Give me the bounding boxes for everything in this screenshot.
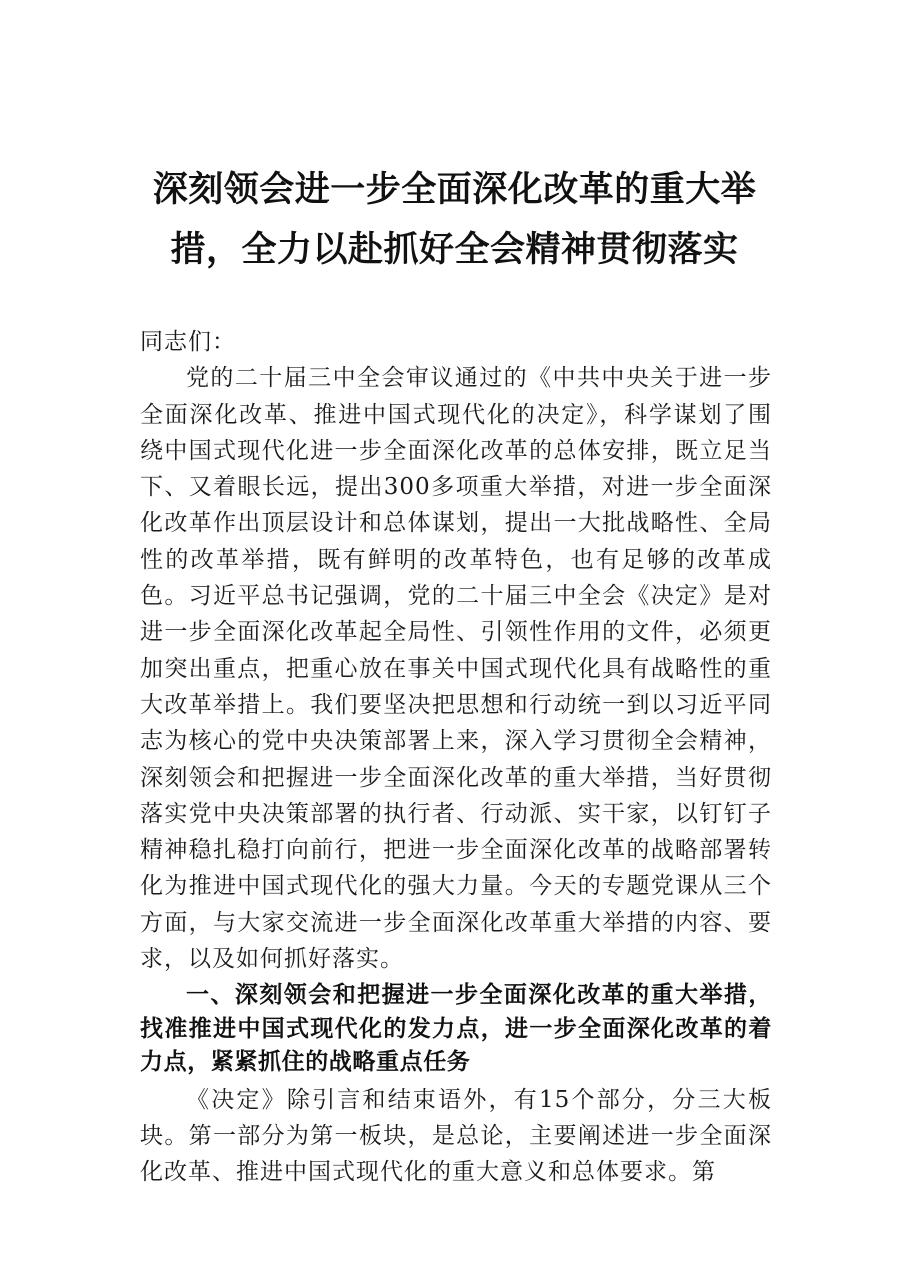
title-line-2: 措，全力以赴抓好全会精神贯彻落实	[170, 229, 739, 270]
title-line-1: 深刻领会进一步全面深化改革的重大举	[152, 169, 757, 210]
paragraph-intro: 党的二十届三中全会审议通过的《中共中央关于进一步全面深化改革、推进中国式现代化的决定》，科学谋划了围绕中国式现代化进一步全面深化改革的总体安排，既立足当下、又着眼长远，提出300多项重大举措，对进一步全面深化改革作出顶层设计和总体谋划，提出一大批战略性、全局性的改革举措，既有鲜明的改革特色，也有足够的改革成色。习近平总书记强调，党的二十届三中全会《决定》是对进一步全面深化改革起全局性、引领性作用的文件，必须更加突出重点，把重心放在事关中国式现代化具有战略性的重大改革举措上。我们要坚决把思想和行动统一到以习近平同志为核心的党中央决策部署上来，深入学习贯彻全会精神，深刻领会和把握进一步全面深化改革的重大举措，当好贯彻落实党中央决策部署的执行者、行动派、实干家，以钉钉子精神稳扎稳打向前行，把进一步全面深化改革的战略部署转化为推进中国式现代化的强大力量。今天的专题党课从三个方面，与大家交流进一步全面深化改革重大举措的内容、要求，以及如何抓好落实。	[140, 365, 772, 973]
section-heading-1: 一、深刻领会和把握进一步全面深化改革的重大举措，找准推进中国式现代化的发力点，进一步全面深化改革的着力点，紧紧抓住的战略重点任务	[140, 982, 772, 1076]
salutation: 同志们：	[140, 329, 236, 355]
paragraph-section-1: 《决定》除引言和结束语外，有15个部分，分三大板块。第一部分为第一板块，是总论，主要阐述进一步全面深化改革、推进中国式现代化的重大意义和总体要求。第	[140, 1086, 772, 1186]
document-body	[140, 324, 772, 1191]
document-title	[120, 160, 789, 280]
